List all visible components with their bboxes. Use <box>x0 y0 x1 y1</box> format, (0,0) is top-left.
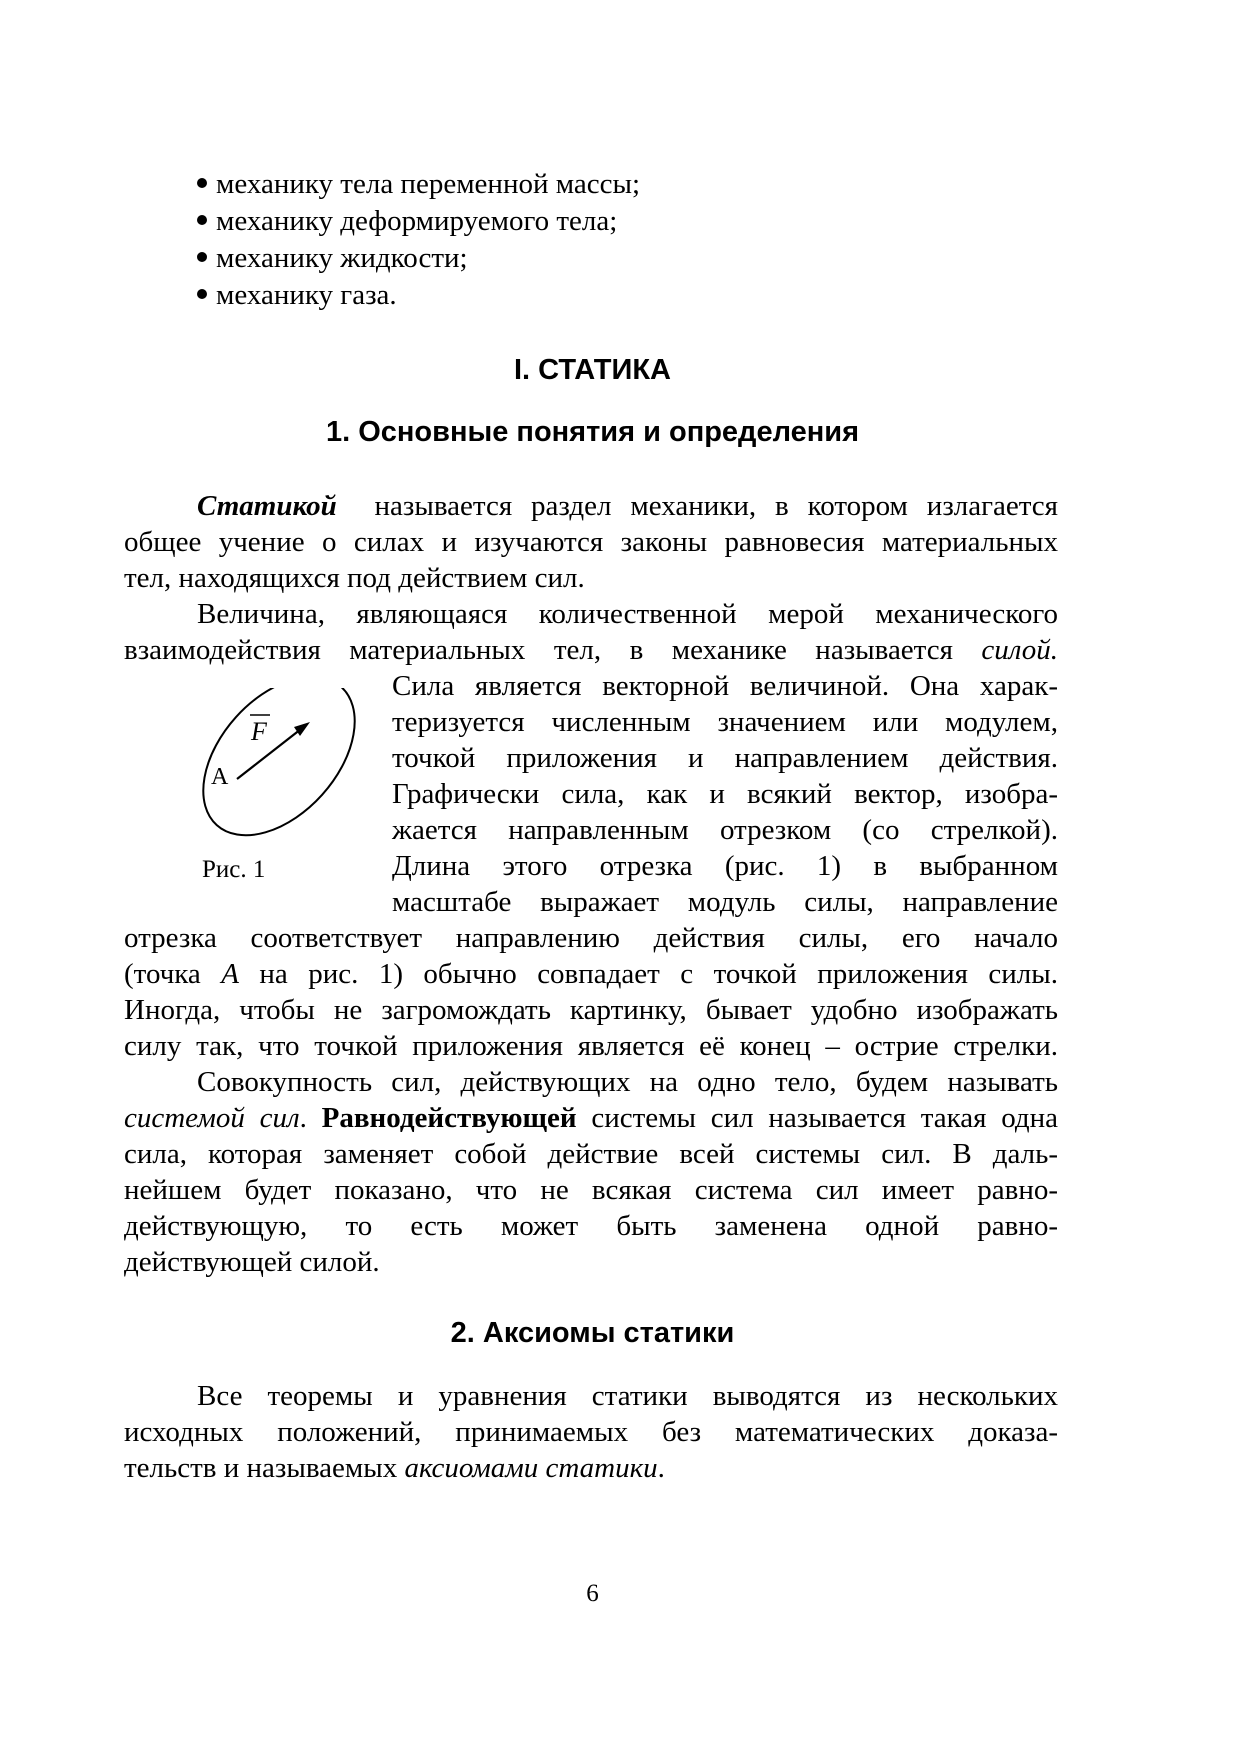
list-item: механику тела переменной массы; <box>197 166 897 203</box>
bullet-icon <box>197 252 207 262</box>
point-label: A <box>211 764 229 790</box>
list-item: механику деформируемого тела; <box>197 203 897 240</box>
bullet-list <box>197 166 897 314</box>
section-heading: 2. Аксиомы статики <box>450 1317 735 1349</box>
term-force-system: системой сил <box>124 1102 300 1134</box>
bullet-icon <box>197 178 207 188</box>
force-arrow <box>237 729 301 779</box>
force-diagram <box>190 688 370 848</box>
figure-caption: Рис. 1 <box>202 856 266 883</box>
term-resultant: Равнодействующей <box>321 1102 577 1134</box>
bullet-icon <box>197 289 207 299</box>
term-statics: Статикой <box>197 490 337 522</box>
list-item: механику газа. <box>197 277 897 314</box>
list-item: механику жидкости; <box>197 240 897 277</box>
paragraph-statics-definition: Статикой называется раздел механики, в котором излагается общее учение о силах и изучаются законы равновесия материальных тел, находящихся под действием сил. <box>124 490 1059 594</box>
term-axioms: аксиомами статики <box>404 1452 658 1484</box>
paragraph-axioms: Все теоремы и уравнения статики выводятся из нескольких исходных положений, принимаемых без математических доказа- тельств и называемых аксиомами статики. <box>124 1380 1058 1484</box>
paragraph-force-continued: отрезка соответствует направлению действия силы, его начало (точка A на рис. 1) обычно совпадает с точкой приложения силы. Иногда, чтобы не загромождать картинку, бывает удобно изображать силу так, что точкой приложения является её конец – острие стрелки. <box>124 922 1058 1062</box>
paragraph-force-properties: Сила является векторной величиной. Она харак- теризуется численным значением или модулем, точкой приложения и направлением действия. Графически сила, как и всякий вектор, изобра- жается направленным отрезком (со стрелкой). Длина этого отрезка (рис. 1) в выбранном масштабе выражает модуль силы, направление <box>392 670 1058 918</box>
section-heading: 1. Основные понятия и определения <box>325 416 860 448</box>
page-number: 6 <box>586 1580 599 1607</box>
paragraph-force-definition: Величина, являющаяся количественной мерой механического взаимодействия материальных тел, в механике называется силой. <box>124 598 1058 666</box>
force-label: F <box>251 717 267 746</box>
term-force: силой. <box>981 634 1058 666</box>
bullet-icon <box>197 215 207 225</box>
paragraph-force-system: Совокупность сил, действующих на одно тело, будем называть системой сил. Равнодействующей системы сил называется такая одна сила, которая заменяет собой действие всей системы сил. В даль- нейшем будет показано, что не всякая система сил имеет равно- действующую, то есть может быть заменена одной равно- действующей силой. <box>124 1066 1059 1278</box>
part-heading: I. СТАТИКА <box>514 354 671 386</box>
